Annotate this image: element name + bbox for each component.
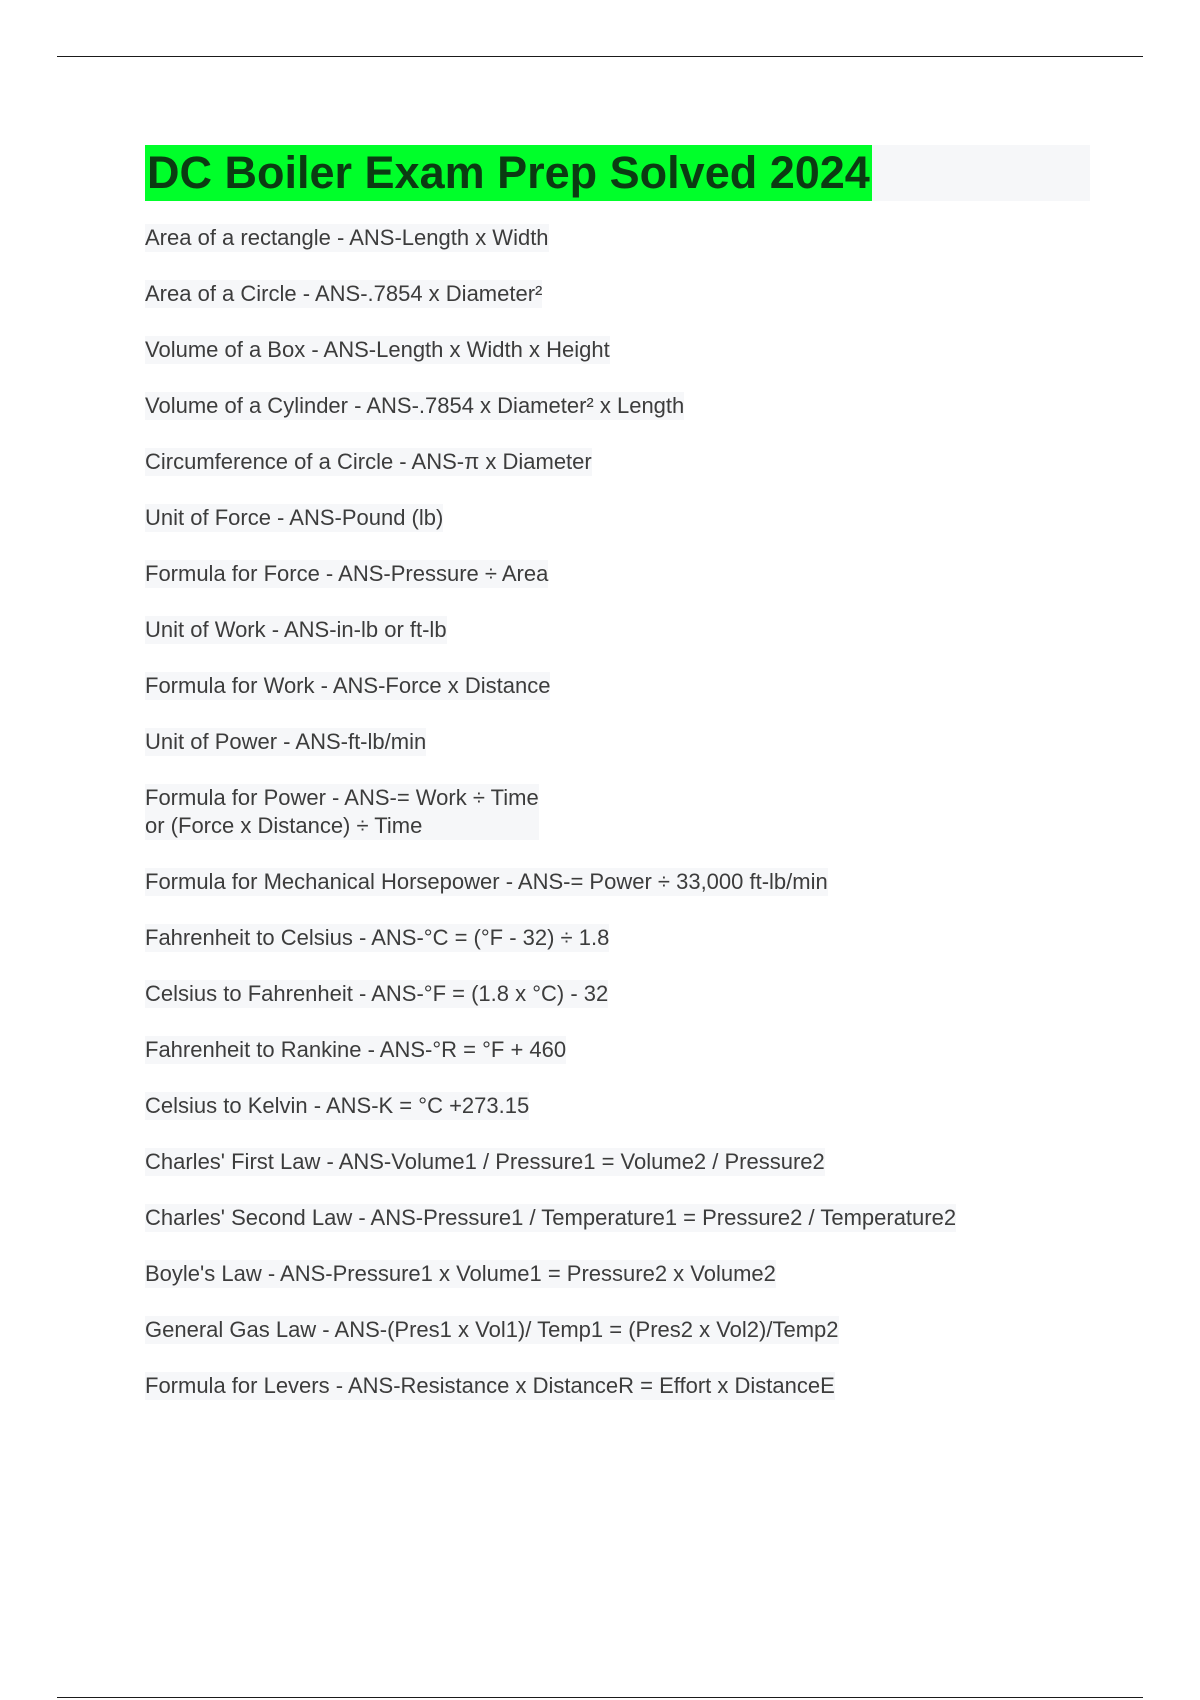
list-item: Celsius to Kelvin - ANS-K = °C +273.15 bbox=[145, 1093, 530, 1118]
list-item: Fahrenheit to Rankine - ANS-°R = °F + 460 bbox=[145, 1037, 567, 1062]
list-item: Formula for Power - ANS-= Work ÷ Time or (Force x Distance) ÷ Time bbox=[145, 785, 539, 838]
qa-list bbox=[145, 224, 1145, 1428]
list-item: Fahrenheit to Celsius - ANS-°C = (°F - 32) ÷ 1.8 bbox=[145, 925, 610, 950]
list-item: General Gas Law - ANS-(Pres1 x Vol1)/ Temp1 = (Pres2 x Vol2)/Temp2 bbox=[145, 1317, 839, 1342]
page-title: DC Boiler Exam Prep Solved 2024 bbox=[145, 145, 872, 201]
list-item: Formula for Mechanical Horsepower - ANS-= Power ÷ 33,000 ft-lb/min bbox=[145, 869, 828, 894]
list-item: Formula for Levers - ANS-Resistance x DistanceR = Effort x DistanceE bbox=[145, 1373, 835, 1398]
list-item: Area of a Circle - ANS-.7854 x Diameter² bbox=[145, 281, 543, 306]
list-item: Area of a rectangle - ANS-Length x Width bbox=[145, 225, 549, 250]
top-divider bbox=[57, 56, 1143, 57]
list-item: Formula for Force - ANS-Pressure ÷ Area bbox=[145, 561, 549, 586]
list-item: Circumference of a Circle - ANS-π x Diameter bbox=[145, 449, 592, 474]
list-item: Unit of Work - ANS-in-lb or ft-lb bbox=[145, 617, 447, 642]
list-item: Unit of Power - ANS-ft-lb/min bbox=[145, 729, 427, 754]
list-item: Celsius to Fahrenheit - ANS-°F = (1.8 x °C) - 32 bbox=[145, 981, 609, 1006]
list-item: Boyle's Law - ANS-Pressure1 x Volume1 = Pressure2 x Volume2 bbox=[145, 1261, 776, 1286]
list-item: Volume of a Cylinder - ANS-.7854 x Diameter² x Length bbox=[145, 393, 685, 418]
list-item: Volume of a Box - ANS-Length x Width x Height bbox=[145, 337, 610, 362]
list-item: Formula for Work - ANS-Force x Distance bbox=[145, 673, 551, 698]
list-item: Charles' First Law - ANS-Volume1 / Pressure1 = Volume2 / Pressure2 bbox=[145, 1149, 825, 1174]
list-item: Charles' Second Law - ANS-Pressure1 / Temperature1 = Pressure2 / Temperature2 bbox=[145, 1205, 957, 1230]
bottom-divider bbox=[57, 1697, 1143, 1698]
list-item: Unit of Force - ANS-Pound (lb) bbox=[145, 505, 444, 530]
